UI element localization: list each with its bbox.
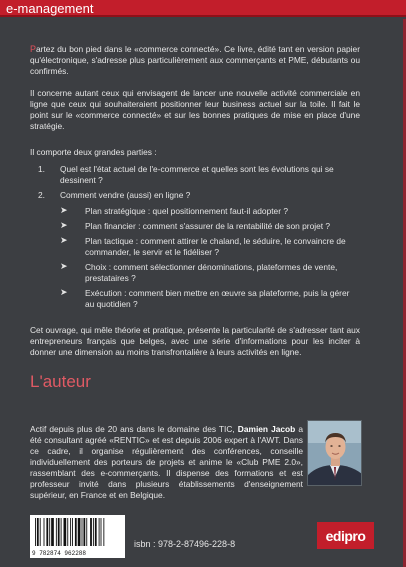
part-text: Quel est l'état actuel de l'e-commerce et quelles sont les évolutions qui se dessinent ? [60,164,334,185]
parts-intro-text: Il comporte deux grandes parties : [30,147,157,157]
part-number: 1. [38,164,45,174]
closing-text: Cet ouvrage, qui mêle théorie et pratique, présente la particularité de s'adresser tant aux entrepreneurs français que belges, avec une série d'informations pour les inciter à donner une dimension au moins transfrontalière à leurs activités en ligne. [30,325,360,357]
dropcap: P [30,44,37,54]
parts-list [38,164,358,314]
description-text: Il concerne autant ceux qui envisagent de lancer une nouvelle activité commerciale en ligne que ceux qui souhaiteraient positionner leur business actuel sur la toile. Il fait le point sur le «commerce connecté» et sur les bonnes pratiques de mise en place d'une stratégie. [30,88,360,131]
subpart-item [60,221,358,232]
arrow-bullet-icon: ➤ [60,261,68,271]
author-bio [30,424,303,501]
subpart-text: Choix : comment sélectionner dénominations, plateformes de vente, prestataires ? [85,262,338,283]
author-photo [307,420,362,486]
barcode [30,515,125,558]
author-name: Damien Jacob [237,424,296,434]
subparts-list [60,206,358,310]
series-title: e-management [6,1,94,16]
footer [0,515,406,567]
arrow-bullet-icon: ➤ [60,235,68,245]
subpart-item [60,288,358,310]
part-text: Comment vendre (aussi) en ligne ? [60,190,191,200]
header-bar [0,0,406,17]
closing-paragraph [30,325,360,358]
subpart-item [60,206,358,217]
intro-text: artez du bon pied dans le «commerce connecté». Ce livre, édité tant en version papier qu'électronique, s'adresse plus particulièrement aux commerçants et PME, débutants ou confirmés. [30,44,360,76]
author-portrait-icon [308,421,362,486]
part-item [38,164,358,186]
arrow-bullet-icon: ➤ [60,205,68,215]
arrow-bullet-icon: ➤ [60,287,68,297]
subpart-item [60,236,358,258]
barcode-digits: 9 782874 962288 [32,550,87,557]
subpart-text: Plan financier : comment s'assurer de la rentabilité de son projet ? [85,221,331,231]
subpart-text: Plan tactique : comment attirer le chaland, le séduire, le convaincre de commander, le servir et le fidéliser ? [85,236,346,257]
part-item [38,190,358,310]
intro-paragraph [30,44,360,77]
arrow-bullet-icon: ➤ [60,220,68,230]
barcode-icon [35,518,120,546]
part-number: 2. [38,190,45,200]
isbn-text: isbn : 978-2-87496-228-8 [134,539,236,549]
subpart-text: Plan stratégique : quel positionnement faut-il adopter ? [85,206,288,216]
bio-text-start: Actif depuis plus de 20 ans dans le domaine des TIC, [30,424,238,434]
description-paragraph [30,88,360,132]
author-heading: L'auteur [30,372,91,391]
subpart-text: Exécution : comment bien mettre en œuvre sa plateforme, puis la gérer au quotidien ? [85,288,350,309]
parts-intro [30,147,360,158]
subpart-item [60,262,358,284]
publisher-logo [317,522,374,549]
publisher-logo-text: edipro [325,527,366,544]
bio-text-end: a été consultant agréé «RENTIC» et est depuis 2006 expert à l'AWT. Dans ce cadre, il organise régulièrement des conférences, conseille individuellement des porteurs de projets et anime le «Club PME 2.0», rassemblant des e-commerçants. Il dispense des formations et est professeur invité dans plusieurs établissements d'enseignement supérieur, en France et en Belgique. [30,424,303,500]
